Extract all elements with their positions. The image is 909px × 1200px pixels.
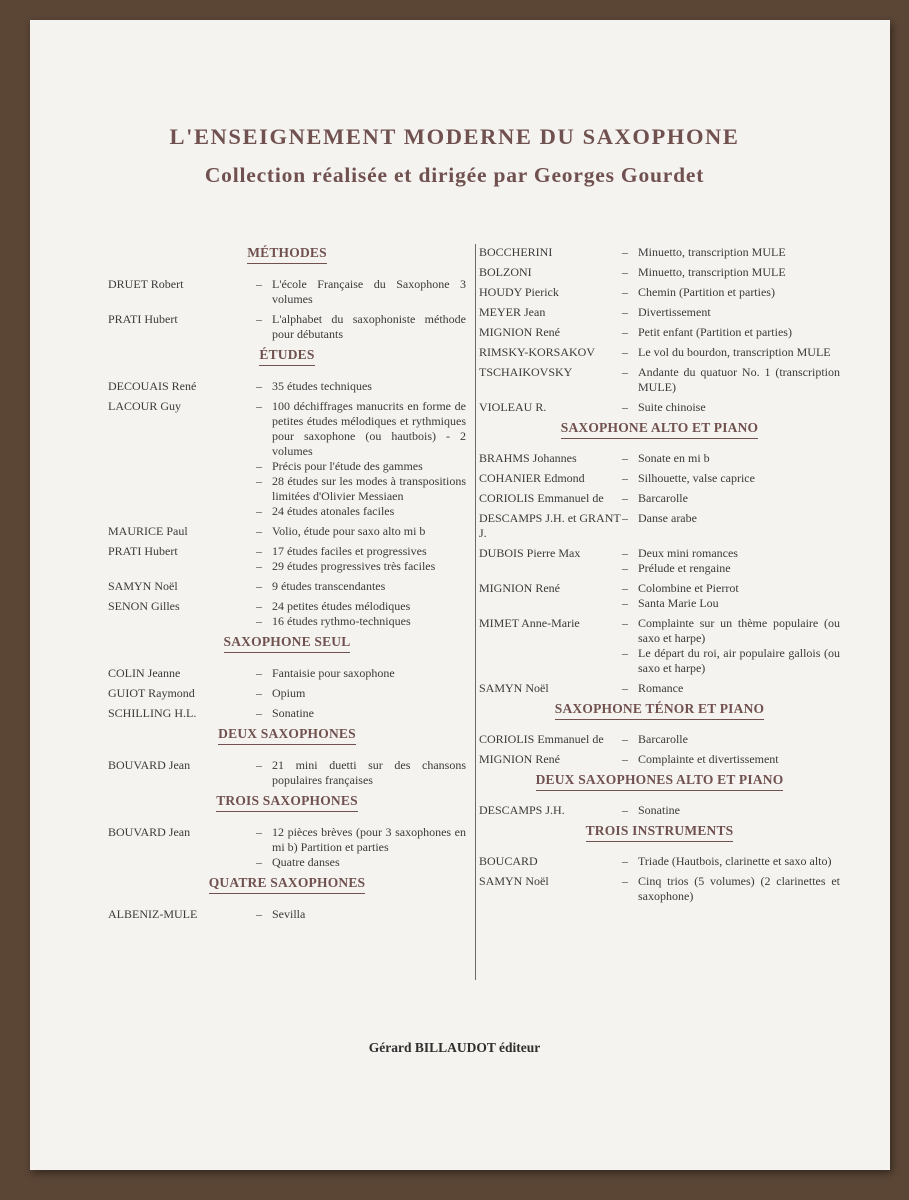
work-list bbox=[622, 365, 840, 395]
catalog-entry bbox=[108, 579, 466, 594]
work-list bbox=[622, 345, 840, 360]
composer-name: TSCHAIKOVSKY bbox=[479, 365, 573, 379]
work-title bbox=[256, 544, 466, 559]
dash-mark: – bbox=[256, 907, 262, 921]
work-title-text: Le départ du roi, air populaire gallois (ou saxo et harpe) bbox=[638, 646, 840, 675]
work-title bbox=[256, 825, 466, 855]
work-title-text: 17 études faciles et progressives bbox=[272, 544, 427, 558]
catalog-entry bbox=[479, 305, 840, 320]
work-list bbox=[256, 399, 466, 519]
work-title bbox=[622, 561, 840, 576]
composer-name: HOUDY Pierick bbox=[479, 285, 559, 299]
dash-mark: – bbox=[256, 666, 262, 680]
work-title bbox=[256, 474, 466, 504]
work-title-text: Prélude et rengaine bbox=[638, 561, 731, 575]
composer-name: BOCCHERINI bbox=[479, 245, 553, 259]
composer-name: MIMET Anne-Marie bbox=[479, 616, 580, 630]
catalog-entry bbox=[108, 758, 466, 788]
work-title bbox=[622, 471, 840, 486]
work-title-text: Complainte et divertissement bbox=[638, 752, 779, 766]
work-title-text: 9 études transcendantes bbox=[272, 579, 386, 593]
work-title bbox=[256, 312, 466, 342]
work-title-text: Minuetto, transcription MULE bbox=[638, 265, 786, 279]
work-list bbox=[622, 245, 840, 260]
composer-name: CORIOLIS Emmanuel de bbox=[479, 491, 604, 505]
work-title-text: Complainte sur un thème populaire (ou saxo et harpe) bbox=[638, 616, 840, 645]
dash-mark: – bbox=[256, 524, 262, 538]
dash-mark: – bbox=[622, 265, 628, 279]
work-list bbox=[622, 581, 840, 611]
work-list bbox=[622, 681, 840, 696]
composer-name: GUIOT Raymond bbox=[108, 686, 195, 700]
dash-mark: – bbox=[256, 758, 262, 772]
composer-name: VIOLEAU R. bbox=[479, 400, 547, 414]
catalog-entry bbox=[479, 732, 840, 747]
composer-name: BOUVARD Jean bbox=[108, 758, 191, 772]
catalog-entry bbox=[479, 245, 840, 260]
catalog-entry bbox=[108, 706, 466, 721]
dash-mark: – bbox=[622, 285, 628, 299]
work-title bbox=[256, 599, 466, 614]
work-title-text: Sonate en mi b bbox=[638, 451, 710, 465]
composer-name: PRATI Hubert bbox=[108, 312, 178, 326]
catalog-entry bbox=[479, 345, 840, 360]
work-title bbox=[256, 524, 466, 539]
section-heading: QUATRE SAXOPHONES bbox=[209, 875, 366, 894]
work-title-text: Cinq trios (5 volumes) (2 clarinettes et saxophone) bbox=[638, 874, 840, 903]
work-list bbox=[256, 312, 466, 342]
work-title-text: 24 petites études mélodiques bbox=[272, 599, 411, 613]
work-title bbox=[256, 706, 466, 721]
work-title-text: 35 études techniques bbox=[272, 379, 372, 393]
dash-mark: – bbox=[622, 511, 628, 525]
composer-name: MAURICE Paul bbox=[108, 524, 188, 538]
catalog-entry bbox=[479, 616, 840, 676]
dash-mark: – bbox=[256, 379, 262, 393]
catalog-entry bbox=[479, 803, 840, 818]
work-title bbox=[622, 681, 840, 696]
work-title bbox=[622, 491, 840, 506]
catalog-entry bbox=[108, 599, 466, 629]
work-title-text: Romance bbox=[638, 681, 684, 695]
composer-name: CORIOLIS Emmanuel de bbox=[479, 732, 604, 746]
work-title bbox=[622, 874, 840, 904]
section-heading: MÉTHODES bbox=[247, 245, 327, 264]
dash-mark: – bbox=[622, 365, 628, 379]
catalog-entry bbox=[479, 874, 840, 904]
composer-name: SCHILLING H.L. bbox=[108, 706, 197, 720]
work-title bbox=[622, 596, 840, 611]
dash-mark: – bbox=[622, 345, 628, 359]
composer-name: DRUET Robert bbox=[108, 277, 184, 291]
work-title bbox=[622, 511, 840, 526]
composer-name: BOUVARD Jean bbox=[108, 825, 191, 839]
dash-mark: – bbox=[622, 616, 628, 630]
work-list bbox=[622, 874, 840, 904]
section-heading: DEUX SAXOPHONES bbox=[218, 726, 356, 745]
composer-name: BOLZONI bbox=[479, 265, 532, 279]
work-title-text: Silhouette, valse caprice bbox=[638, 471, 755, 485]
dash-mark: – bbox=[622, 732, 628, 746]
dash-mark: – bbox=[256, 579, 262, 593]
work-title bbox=[622, 752, 840, 767]
work-title-text: Andante du quatuor No. 1 (transcription MULE) bbox=[638, 365, 840, 394]
composer-name: PRATI Hubert bbox=[108, 544, 178, 558]
composer-name: RIMSKY-KORSAKOV bbox=[479, 345, 596, 359]
work-list bbox=[256, 524, 466, 539]
catalog-entry bbox=[479, 752, 840, 767]
dash-mark: – bbox=[622, 803, 628, 817]
composer-name: SAMYN Noël bbox=[479, 681, 549, 695]
work-title bbox=[622, 854, 840, 869]
work-title-text: Sevilla bbox=[272, 907, 306, 921]
dash-mark: – bbox=[622, 305, 628, 319]
work-title-text: Divertissement bbox=[638, 305, 711, 319]
catalog-entry bbox=[108, 686, 466, 701]
dash-mark: – bbox=[256, 277, 262, 291]
dash-mark: – bbox=[256, 504, 262, 518]
work-title-text: Volio, étude pour saxo alto mi b bbox=[272, 524, 426, 538]
catalog-entry bbox=[108, 666, 466, 681]
section-heading: TROIS INSTRUMENTS bbox=[586, 823, 734, 842]
work-title bbox=[256, 855, 466, 870]
section-heading: SAXOPHONE ALTO ET PIANO bbox=[561, 420, 759, 439]
work-list bbox=[622, 265, 840, 280]
dash-mark: – bbox=[256, 312, 262, 326]
dash-mark: – bbox=[256, 855, 262, 869]
dash-mark: – bbox=[256, 614, 262, 628]
work-list bbox=[622, 491, 840, 506]
catalog-entry bbox=[479, 265, 840, 280]
work-title-text: Sonatine bbox=[272, 706, 314, 720]
work-title-text: Deux mini romances bbox=[638, 546, 738, 560]
work-title-text: 12 pièces brèves (pour 3 saxophones en mi b) Partition et parties bbox=[272, 825, 466, 854]
work-list bbox=[622, 400, 840, 415]
work-list bbox=[256, 579, 466, 594]
dash-mark: – bbox=[622, 681, 628, 695]
work-list bbox=[622, 305, 840, 320]
work-list bbox=[256, 758, 466, 788]
catalog-entry bbox=[479, 365, 840, 395]
work-list bbox=[622, 803, 840, 818]
publisher-line: Gérard BILLAUDOT éditeur bbox=[368, 1040, 541, 1055]
work-title bbox=[622, 732, 840, 747]
composer-name: MEYER Jean bbox=[479, 305, 546, 319]
dash-mark: – bbox=[256, 474, 262, 488]
catalog-entry bbox=[479, 451, 840, 466]
catalog-entry bbox=[108, 524, 466, 539]
dash-mark: – bbox=[622, 245, 628, 259]
work-title bbox=[622, 646, 840, 676]
catalog-entry bbox=[479, 491, 840, 506]
work-title bbox=[622, 451, 840, 466]
catalog-entry bbox=[108, 277, 466, 307]
dash-mark: – bbox=[622, 400, 628, 414]
work-list bbox=[256, 666, 466, 681]
dash-mark: – bbox=[256, 544, 262, 558]
catalog-entry bbox=[479, 511, 840, 541]
dash-mark: – bbox=[622, 561, 628, 575]
work-list bbox=[622, 471, 840, 486]
work-title-text: Le vol du bourdon, transcription MULE bbox=[638, 345, 831, 359]
work-title-text: Santa Marie Lou bbox=[638, 596, 719, 610]
work-title-text: Fantaisie pour saxophone bbox=[272, 666, 395, 680]
section-heading: SAXOPHONE SEUL bbox=[224, 634, 351, 653]
catalog-entry bbox=[108, 825, 466, 870]
dash-mark: – bbox=[256, 825, 262, 839]
composer-name: MIGNION René bbox=[479, 581, 560, 595]
work-title bbox=[622, 345, 840, 360]
work-list bbox=[256, 544, 466, 574]
catalog-entry bbox=[479, 285, 840, 300]
work-title-text: Opium bbox=[272, 686, 306, 700]
right-column bbox=[479, 245, 840, 909]
work-title bbox=[256, 379, 466, 394]
work-title bbox=[256, 459, 466, 474]
page-subtitle: Collection réalisée et dirigée par Georges Gourdet bbox=[204, 163, 705, 187]
work-title bbox=[256, 907, 466, 922]
catalog-entry bbox=[479, 400, 840, 415]
work-title-text: Triade (Hautbois, clarinette et saxo alto) bbox=[638, 854, 832, 868]
dash-mark: – bbox=[622, 546, 628, 560]
dash-mark: – bbox=[256, 706, 262, 720]
catalog-entry bbox=[479, 854, 840, 869]
work-title bbox=[256, 579, 466, 594]
work-title bbox=[622, 325, 840, 340]
composer-name: COHANIER Edmond bbox=[479, 471, 585, 485]
work-title bbox=[256, 399, 466, 459]
work-title bbox=[622, 365, 840, 395]
work-title-text: Minuetto, transcription MULE bbox=[638, 245, 786, 259]
composer-name: DESCAMPS J.H. bbox=[479, 803, 565, 817]
work-title bbox=[622, 803, 840, 818]
catalog-entry bbox=[479, 546, 840, 576]
work-title-text: 24 études atonales faciles bbox=[272, 504, 395, 518]
work-list bbox=[256, 706, 466, 721]
dash-mark: – bbox=[622, 874, 628, 888]
catalog-entry bbox=[479, 681, 840, 696]
work-title bbox=[622, 265, 840, 280]
dash-mark: – bbox=[622, 491, 628, 505]
work-list bbox=[256, 825, 466, 870]
work-list bbox=[622, 854, 840, 869]
composer-name: DECOUAIS René bbox=[108, 379, 197, 393]
dash-mark: – bbox=[622, 471, 628, 485]
work-title bbox=[622, 400, 840, 415]
composer-name: MIGNION René bbox=[479, 325, 560, 339]
dash-mark: – bbox=[622, 646, 628, 660]
work-list bbox=[256, 686, 466, 701]
work-title bbox=[622, 616, 840, 646]
work-title-text: Danse arabe bbox=[638, 511, 697, 525]
work-list bbox=[622, 616, 840, 676]
section-heading: SAXOPHONE TÉNOR ET PIANO bbox=[555, 701, 764, 720]
work-list bbox=[256, 277, 466, 307]
composer-name: BRAHMS Johannes bbox=[479, 451, 577, 465]
work-title-text: Quatre danses bbox=[272, 855, 340, 869]
catalog-entry bbox=[108, 379, 466, 394]
work-title bbox=[256, 666, 466, 681]
work-list bbox=[622, 451, 840, 466]
dash-mark: – bbox=[256, 459, 262, 473]
dash-mark: – bbox=[622, 581, 628, 595]
work-list bbox=[622, 732, 840, 747]
work-title-text: Colombine et Pierrot bbox=[638, 581, 739, 595]
work-title-text: Petit enfant (Partition et parties) bbox=[638, 325, 792, 339]
work-title-text: L'école Française du Saxophone 3 volumes bbox=[272, 277, 466, 306]
catalog-entry bbox=[479, 325, 840, 340]
work-title-text: Précis pour l'étude des gammes bbox=[272, 459, 423, 473]
dash-mark: – bbox=[622, 854, 628, 868]
composer-name: DESCAMPS J.H. et GRANT J. bbox=[479, 511, 621, 540]
page-title: L'ENSEIGNEMENT MODERNE DU SAXOPHONE bbox=[169, 124, 740, 149]
work-title bbox=[622, 245, 840, 260]
dash-mark: – bbox=[256, 399, 262, 413]
work-title bbox=[256, 559, 466, 574]
work-list bbox=[622, 511, 840, 541]
work-title-text: 16 études rythmo-techniques bbox=[272, 614, 411, 628]
work-title-text: Barcarolle bbox=[638, 732, 688, 746]
composer-name: LACOUR Guy bbox=[108, 399, 182, 413]
section-heading: ÉTUDES bbox=[259, 347, 314, 366]
work-list bbox=[256, 907, 466, 922]
work-list bbox=[256, 379, 466, 394]
work-title-text: 29 études progressives très faciles bbox=[272, 559, 436, 573]
composer-name: BOUCARD bbox=[479, 854, 538, 868]
work-title-text: 28 études sur les modes à transpositions limitées d'Olivier Messiaen bbox=[272, 474, 466, 503]
work-title bbox=[622, 305, 840, 320]
catalog-entry bbox=[479, 471, 840, 486]
section-heading: TROIS SAXOPHONES bbox=[216, 793, 358, 812]
work-list bbox=[622, 752, 840, 767]
left-column bbox=[108, 245, 466, 927]
work-title-text: L'alphabet du saxophoniste méthode pour débutants bbox=[272, 312, 466, 341]
work-title bbox=[256, 686, 466, 701]
work-list bbox=[622, 546, 840, 576]
work-title-text: Sonatine bbox=[638, 803, 680, 817]
column-divider bbox=[475, 244, 476, 980]
dash-mark: – bbox=[256, 559, 262, 573]
work-list bbox=[622, 285, 840, 300]
dash-mark: – bbox=[622, 752, 628, 766]
composer-name: DUBOIS Pierre Max bbox=[479, 546, 581, 560]
catalog-entry bbox=[108, 907, 466, 922]
work-list bbox=[256, 599, 466, 629]
dash-mark: – bbox=[622, 325, 628, 339]
catalog-entry bbox=[108, 544, 466, 574]
work-title-text: Barcarolle bbox=[638, 491, 688, 505]
work-title-text: Chemin (Partition et parties) bbox=[638, 285, 775, 299]
composer-name: SENON Gilles bbox=[108, 599, 180, 613]
work-title bbox=[256, 504, 466, 519]
dash-mark: – bbox=[622, 596, 628, 610]
composer-name: COLIN Jeanne bbox=[108, 666, 181, 680]
composer-name: MIGNION René bbox=[479, 752, 560, 766]
dash-mark: – bbox=[622, 451, 628, 465]
dash-mark: – bbox=[256, 599, 262, 613]
composer-name: SAMYN Noël bbox=[479, 874, 549, 888]
composer-name: SAMYN Noël bbox=[108, 579, 178, 593]
catalog-entry bbox=[479, 581, 840, 611]
work-title-text: 100 déchiffrages manucrits en forme de petites études mélodiques et rythmiques pour saxophone (ou hautbois) - 2 volumes bbox=[272, 399, 466, 458]
catalog-entry bbox=[108, 312, 466, 342]
work-title-text: 21 mini duetti sur des chansons populaires françaises bbox=[272, 758, 466, 787]
dash-mark: – bbox=[256, 686, 262, 700]
work-list bbox=[622, 325, 840, 340]
work-title-text: Suite chinoise bbox=[638, 400, 706, 414]
work-title bbox=[256, 614, 466, 629]
catalog-entry bbox=[108, 399, 466, 519]
section-heading: DEUX SAXOPHONES ALTO ET PIANO bbox=[536, 772, 784, 791]
work-title bbox=[622, 581, 840, 596]
composer-name: ALBENIZ-MULE bbox=[108, 907, 198, 921]
work-title bbox=[256, 758, 466, 788]
work-title bbox=[622, 285, 840, 300]
work-title bbox=[622, 546, 840, 561]
work-title bbox=[256, 277, 466, 307]
